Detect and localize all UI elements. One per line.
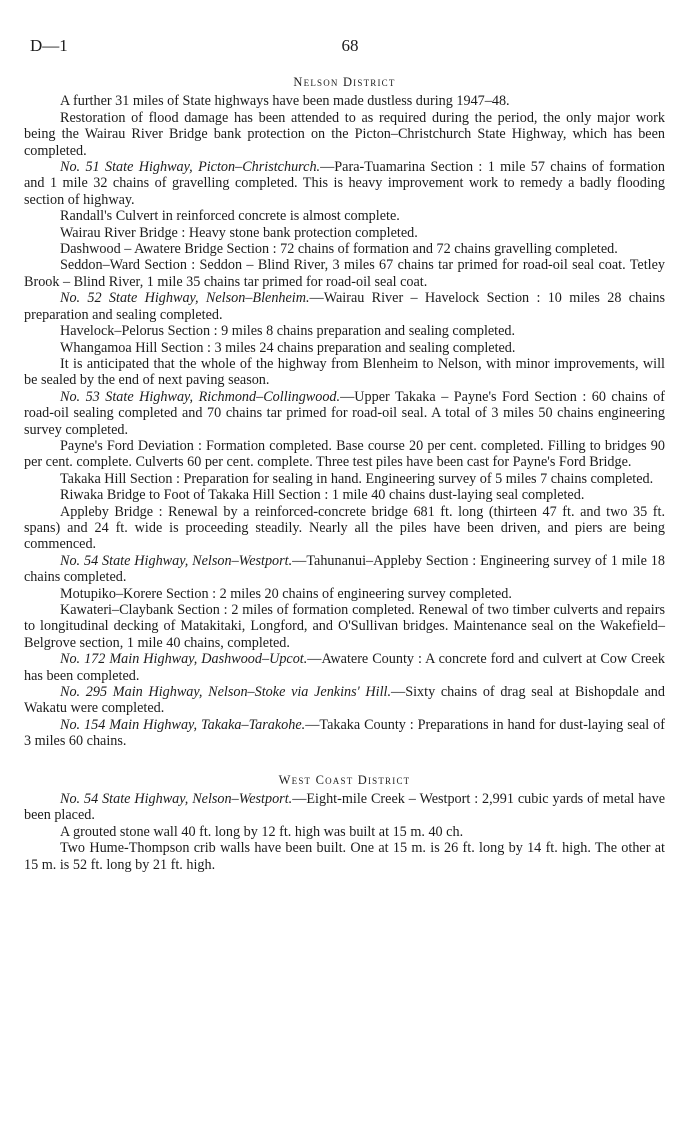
paragraph-text: Seddon–Ward Section : Seddon – Blind River, 3 miles 67 chains tar primed for road-oil seal coat. Tetley Brook – Blind River, 1 mile 35 chains tar primed for road-oil seal coat. <box>24 257 665 290</box>
paragraph-text: —Takaka County : Preparations in hand for dust-laying seal of 3 miles 60 chains. <box>24 716 665 750</box>
paragraph-text: Two Hume-Thompson crib walls have been built. One at 15 m. is 26 ft. long by 14 ft. high. The other at 15 m. is 52 ft. long by 21 ft. high. <box>24 840 665 873</box>
paragraph <box>24 840 665 873</box>
paragraph <box>24 651 665 684</box>
paragraph-text: Takaka Hill Section : Preparation for sealing in hand. Engineering survey of 5 miles 7 chains completed. <box>60 470 654 487</box>
highway-title: No. 154 Main Highway, Takaka–Tarakohe. <box>60 716 306 733</box>
paragraph <box>24 159 665 208</box>
paragraph <box>24 241 665 257</box>
paragraph-text: Whangamoa Hill Section : 3 miles 24 chains preparation and sealing completed. <box>60 339 516 356</box>
paragraph <box>24 323 665 339</box>
paragraph <box>24 340 665 356</box>
paragraph <box>24 93 665 109</box>
highway-title: No. 54 State Highway, Nelson–Westport. <box>60 791 293 808</box>
paragraph-text: A further 31 miles of State highways have been made dustless during 1947–48. <box>60 93 510 110</box>
document-body <box>24 66 665 873</box>
page-header <box>30 38 670 58</box>
highway-title: No. 53 State Highway, Richmond–Collingwood. <box>60 388 341 405</box>
paragraph-text: —Awatere County : A concrete ford and culvert at Cow Creek has been completed. <box>24 651 665 684</box>
paragraph <box>24 684 665 717</box>
paragraph <box>24 225 665 241</box>
paragraph <box>24 356 665 389</box>
highway-title: No. 54 State Highway, Nelson–Westport. <box>60 552 293 569</box>
paragraph-text: Kawateri–Claybank Section : 2 miles of formation completed. Renewal of two timber culverts and repairs to longitudinal decking of Matakitaki, Longford, and O'Sullivan bridges. Maintenance seal on the Wakefield–Belgrove section, 1 mile 40 chains, completed. <box>24 602 665 651</box>
highway-title: No. 295 Main Highway, Nelson–Stoke via Jenkins' Hill. <box>60 684 392 701</box>
paragraph <box>24 389 665 438</box>
paragraph-text: A grouted stone wall 40 ft. long by 12 ft. high was built at 15 m. 40 ch. <box>60 823 464 840</box>
paragraph-text: —Eight-mile Creek – Westport : 2,991 cubic yards of metal have been placed. <box>24 791 665 824</box>
paragraph-text: —Sixty chains of drag seal at Bishopdale and Wakatu were completed. <box>24 684 665 717</box>
paragraph-text: —Tahunanui–Appleby Section : Engineering survey of 1 mile 18 chains completed. <box>24 552 665 586</box>
paragraph <box>24 553 665 586</box>
paragraph <box>24 487 665 503</box>
paragraph-text: Riwaka Bridge to Foot of Takaka Hill Section : 1 mile 40 chains dust-laying seal completed. <box>60 487 585 504</box>
paragraph <box>24 824 665 840</box>
paragraph <box>24 717 665 750</box>
paragraph-text: Wairau River Bridge : Heavy stone bank protection completed. <box>60 224 418 241</box>
paragraph-text: —Upper Takaka – Payne's Ford Section : 60 chains of road-oil sealing completed and 70 chains tar primed for road-oil seal. A total of 3 miles 50 chains engineering survey completed. <box>24 388 665 438</box>
paragraph <box>24 471 665 487</box>
paragraph <box>24 110 665 159</box>
paragraph-text: Havelock–Pelorus Section : 9 miles 8 chains preparation and sealing completed. <box>60 323 516 340</box>
paragraph <box>24 208 665 224</box>
section-heading: West Coast District <box>278 772 411 787</box>
paragraph <box>24 504 665 553</box>
paragraph <box>24 438 665 471</box>
paragraph <box>24 257 665 290</box>
highway-title: No. 51 State Highway, Picton–Christchurch. <box>60 159 321 176</box>
paragraph-text: Dashwood – Awatere Bridge Section : 72 chains of formation and 72 chains gravelling completed. <box>60 241 618 258</box>
page-number: 68 <box>341 36 359 55</box>
paragraph-text: Appleby Bridge : Renewal by a reinforced-concrete bridge 681 ft. long (thirteen 47 ft. and two 35 ft. spans) and 24 ft. wide is proceeding steadily. Nearly all the piles have been driven, and piers are being commenced. <box>24 503 665 553</box>
section-heading: Nelson District <box>293 75 396 89</box>
paragraph <box>24 602 665 651</box>
paragraph <box>24 586 665 602</box>
paragraph-text: —Para-Tuamarina Section : 1 mile 57 chains of formation and 1 mile 32 chains of gravelling completed. This is heavy improvement work to remedy a badly flooding section of highway. <box>24 159 665 208</box>
highway-title: No. 52 State Highway, Nelson–Blenheim. <box>60 290 310 307</box>
paragraph-text: Restoration of flood damage has been attended to as required during the period, the only major work being the Wairau River Bridge bank protection on the Picton–Christchurch State Highway, which has been completed. <box>24 109 665 159</box>
paragraph-text: Payne's Ford Deviation : Formation completed. Base course 20 per cent. completed. Filling to bridges 90 per cent. complete. Culverts 60 per cent. complete. Three test piles have been cast for Payne's Ford Bridge. <box>24 437 665 471</box>
paragraph-text: Motupiko–Korere Section : 2 miles 20 chains of engineering survey completed. <box>60 585 512 602</box>
paragraph <box>24 290 665 323</box>
paragraph-text: Randall's Culvert in reinforced concrete is almost complete. <box>60 208 400 225</box>
paragraph-text: It is anticipated that the whole of the highway from Blenheim to Nelson, with minor improvements, will be sealed by the end of next paving season. <box>24 355 665 389</box>
paragraph <box>24 791 665 824</box>
highway-title: No. 172 Main Highway, Dashwood–Upcot. <box>60 651 308 668</box>
document-code: D—1 <box>30 36 68 55</box>
paragraph-text: —Wairau River – Havelock Section : 10 miles 28 chains preparation and sealing completed. <box>24 290 666 323</box>
